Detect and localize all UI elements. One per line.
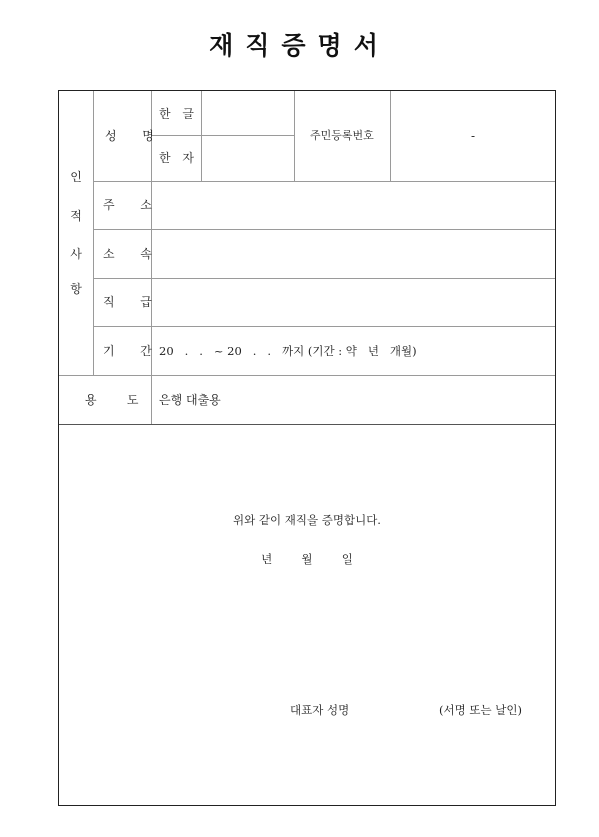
name-hanja-label: 한 자 bbox=[159, 151, 198, 165]
purpose-label: 용 도 bbox=[85, 393, 142, 407]
divider-resident-label bbox=[294, 91, 295, 181]
resident-number-field[interactable]: - bbox=[470, 129, 476, 143]
name-hangul-field[interactable] bbox=[207, 107, 289, 121]
section-char-4: 항 bbox=[70, 282, 82, 296]
divider-name-bottom bbox=[93, 181, 555, 182]
certification-statement: 위와 같이 재직을 증명합니다. bbox=[233, 513, 381, 527]
divider-affiliation-bottom bbox=[93, 278, 555, 279]
position-label: 직 급 bbox=[103, 295, 158, 309]
period-label: 기 간 bbox=[103, 344, 158, 358]
address-label: 주 소 bbox=[103, 198, 158, 212]
divider-purpose-bottom bbox=[59, 424, 555, 425]
divider-address-bottom bbox=[93, 229, 555, 230]
representative-name-label: 대표자 성명 bbox=[290, 703, 350, 717]
signature-note: (서명 또는 날인) bbox=[439, 703, 522, 717]
divider-position-bottom bbox=[93, 326, 555, 327]
divider-period-bottom bbox=[59, 375, 555, 376]
name-hangul-label: 한 글 bbox=[159, 107, 198, 121]
certification-date[interactable]: 년 월 일 bbox=[261, 552, 353, 566]
section-char-2: 적 bbox=[70, 209, 82, 223]
document-title: 재직증명서 bbox=[209, 31, 390, 60]
purpose-field[interactable]: 은행 대출용 bbox=[159, 393, 221, 407]
divider-name-value bbox=[201, 91, 202, 181]
section-char-3: 사 bbox=[70, 247, 82, 261]
divider-section-label bbox=[93, 91, 94, 375]
affiliation-field[interactable] bbox=[159, 247, 549, 261]
divider-name-inner bbox=[151, 135, 294, 136]
affiliation-label: 소 속 bbox=[103, 247, 158, 261]
address-field[interactable] bbox=[159, 198, 549, 212]
section-char-1: 인 bbox=[70, 170, 82, 184]
certificate-form bbox=[58, 90, 556, 806]
position-field[interactable] bbox=[159, 295, 549, 309]
name-label: 성 명 bbox=[105, 129, 160, 143]
name-hanja-field[interactable] bbox=[207, 151, 289, 165]
period-field[interactable]: 20 . . ~ 20 . . 까지 (기간 : 약 년 개월) bbox=[159, 344, 417, 358]
resident-number-label: 주민등록번호 bbox=[310, 129, 374, 142]
